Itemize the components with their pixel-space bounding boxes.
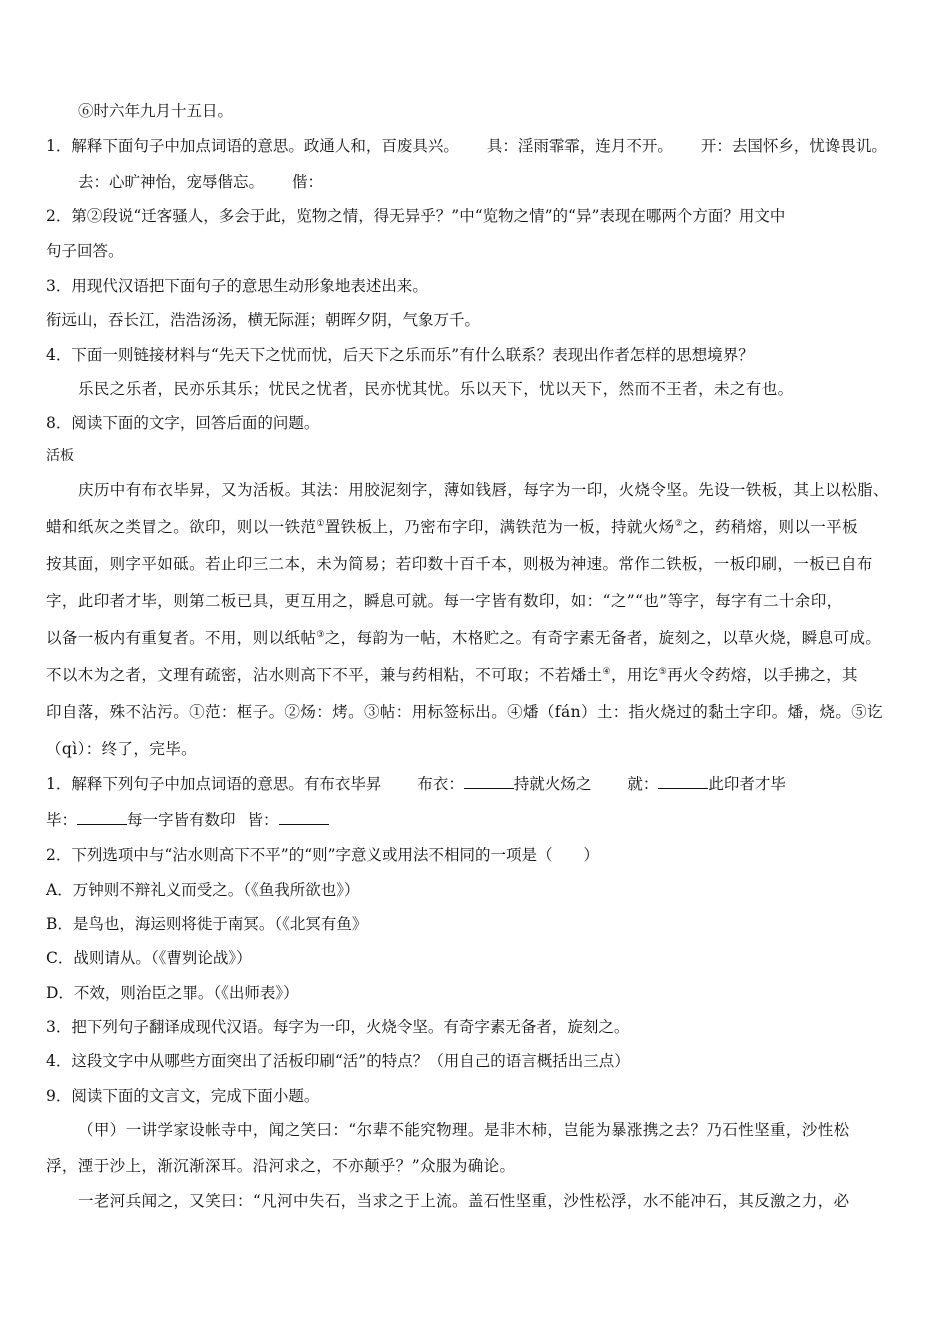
question-1-item-kai: 开：去国怀乡，忧谗畏讥。 bbox=[700, 137, 887, 155]
passage-line-2 bbox=[46, 517, 858, 537]
question-1-item-qu: 去：心旷神怡，宠辱偕忘。 bbox=[78, 173, 265, 191]
passage-text: ，用讫 bbox=[610, 666, 659, 684]
answer-blank-jiu[interactable] bbox=[658, 774, 708, 789]
option-a[interactable]: A．万钟则不辩礼义而受之。（《鱼我所欲也》） bbox=[46, 881, 360, 899]
footnote-marker-1: ① bbox=[316, 518, 325, 529]
footnote-marker-4: ④ bbox=[602, 666, 611, 677]
question-1-item-xie: 偕： bbox=[292, 173, 324, 191]
passage-text: 之，每韵为一帖，木格贮之。有奇字素无备者，旋刻之，以草火烧，瞬息可成。 bbox=[324, 629, 882, 647]
passage-text: 再火令药熔，以手拂之，其 bbox=[667, 666, 858, 684]
s9-passage-line-1: （甲）一讲学家设帐寺中，闻之笑曰：“尔辈不能究物理。是非木柿，岂能为暴涨携之去？乃石性坚重，沙性松 bbox=[78, 1121, 850, 1139]
question-3-quote: 衔远山，吞长江，浩浩汤汤，横无际涯；朝晖夕阴，气象万千。 bbox=[46, 311, 481, 329]
question-4-line-1: 4．下面一则链接材料与“先天下之忧而忧，后天下之乐而乐”有什么联系？表现出作者怎样的思想境界？ bbox=[46, 346, 754, 364]
s8-q1-label-bi: 毕： bbox=[46, 811, 78, 829]
answer-blank-buyi[interactable] bbox=[464, 774, 514, 789]
question-2-line-1: 2．第②段说“迁客骚人，多会于此，览物之情，得无异乎？”中“览物之情”的“异”表现在哪两个方面？用文中 bbox=[46, 207, 786, 225]
s8-question-1-line-2 bbox=[46, 810, 329, 830]
s8-q1-label-jie: 皆： bbox=[247, 811, 279, 829]
answer-blank-jie[interactable] bbox=[279, 810, 329, 825]
question-1-line bbox=[46, 136, 887, 156]
s8-q1-label-jiu: 就： bbox=[627, 775, 659, 793]
passage-line-6 bbox=[46, 665, 858, 685]
s8-question-1-text: 1．解释下列句子中加点词语的意思。有布衣毕昇 bbox=[46, 775, 382, 793]
s8-question-4: 4．这段文字中从哪些方面突出了活板印刷“活”的特点？（用自己的语言概括出三点） bbox=[46, 1052, 630, 1070]
section-8-heading: 8．阅读下面的文字，回答后面的问题。 bbox=[46, 414, 320, 432]
s8-q1-label-buyi: 布衣： bbox=[417, 775, 464, 793]
footnote-6: ⑥时六年九月十五日。 bbox=[78, 102, 234, 120]
footnote-marker-3: ③ bbox=[316, 629, 325, 640]
question-2-line-2: 句子回答。 bbox=[46, 242, 124, 260]
passage-text: 置铁板上，乃密布字印，满铁范为一板，持就火炀 bbox=[324, 518, 675, 536]
passage-line-8: （qì）：终了，完毕。 bbox=[46, 740, 198, 758]
question-1-text: 1．解释下面句子中加点词语的意思。政通人和，百废具兴。 bbox=[46, 137, 459, 155]
s9-passage-line-3: 一老河兵闻之，又笑曰：“凡河中失石，当求之于上流。盖石性坚重，沙性松浮，水不能冲石，其反激之力，必 bbox=[78, 1192, 850, 1210]
option-d[interactable]: D．不效，则治臣之罪。（《出师表》） bbox=[46, 984, 299, 1002]
footnote-marker-5: ⑤ bbox=[658, 666, 668, 677]
section-9-heading: 9．阅读下面的文言文，完成下面小题。 bbox=[46, 1087, 320, 1105]
option-b[interactable]: B．是鸟也，海运则将徙于南冥。（《北冥有鱼》 bbox=[46, 915, 368, 933]
footnote-marker-2: ② bbox=[674, 518, 684, 529]
passage-line-5 bbox=[46, 628, 881, 648]
s8-question-1-line-1 bbox=[46, 774, 786, 794]
passage-line-1: 庆历中有布衣毕昇，又为活板。其法：用胶泥刻字，薄如钱唇，每字为一印，火烧令坚。先设一铁板，其上以松脂、 bbox=[78, 481, 889, 499]
option-c[interactable]: C．战则请从。（《曹刿论战》） bbox=[46, 949, 252, 967]
s8-q1-sentence-2: 持就火炀之 bbox=[513, 775, 592, 793]
passage-line-4: 字，此印者才毕，则第二板已具，更互用之，瞬息可就。每一字皆有数印，如：“之”“也”等字，每字有二十余印， bbox=[46, 592, 843, 610]
passage-line-7: 印自落，殊不沾污。①范：框子。②炀：烤。③帖：用标签标出。④燔（fán）土：指火烧过的黏土字印。燔，烧。⑤讫 bbox=[46, 703, 884, 721]
question-3-line-1: 3．用现代汉语把下面句子的意思生动形象地表述出来。 bbox=[46, 277, 428, 295]
passage-text: 以备一板内有重复者。不用，则以纸帖 bbox=[46, 629, 317, 647]
answer-blank-bi[interactable] bbox=[77, 810, 127, 825]
s8-q1-sentence-4: 每一字皆有数印 bbox=[127, 811, 236, 829]
passage-line-3: 按其面，则字平如砥。若止印三二本，未为简易；若印数十百千本，则极为神速。常作二铁板，一板印刷，一板已自布 bbox=[46, 555, 873, 573]
s8-q1-sentence-3: 此印者才毕 bbox=[708, 775, 786, 793]
question-4-quote: 乐民之乐者，民亦乐其乐；忧民之忧者，民亦忧其忧。乐以天下，忧以天下，然而不王者，未之有也。 bbox=[78, 380, 794, 398]
passage-text: 不以木为之者，文理有疏密，沾水则高下不平，兼与药相粘，不可取；不若燔土 bbox=[46, 666, 603, 684]
question-1-item-ju: 具：淫雨霏霏，连月不开。 bbox=[486, 137, 673, 155]
s8-question-2: 2．下列选项中与“沾水则高下不平”的“则”字意义或用法不相同的一项是（ ） bbox=[46, 846, 600, 864]
s9-passage-line-2: 浮，湮于沙上，渐沉渐深耳。沿河求之，不亦颠乎？”众服为确论。 bbox=[46, 1157, 516, 1175]
passage-text: 之，药稍熔，则以一平板 bbox=[683, 518, 858, 536]
passage-text: 蜡和纸灰之类冒之。欲印，则以一铁范 bbox=[46, 518, 317, 536]
question-1-line-2 bbox=[78, 172, 323, 192]
passage-title: 活板 bbox=[46, 448, 74, 464]
s8-question-3: 3．把下列句子翻译成现代汉语。每字为一印，火烧令坚。有奇字素无备者，旋刻之。 bbox=[46, 1018, 630, 1036]
